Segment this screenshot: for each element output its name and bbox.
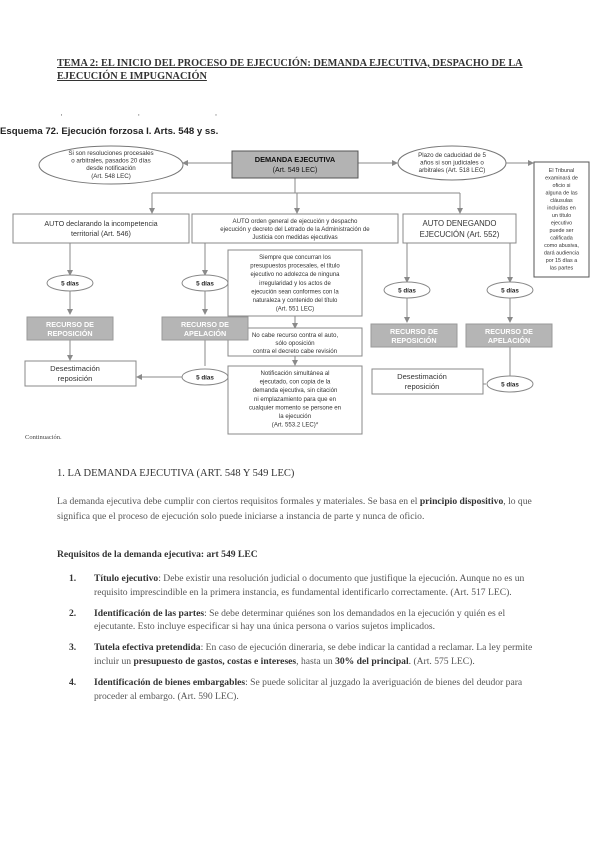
note-text: por 15 días a xyxy=(545,258,578,264)
notificacion-box xyxy=(228,366,362,434)
box-text: irregularidad y los actos de xyxy=(259,280,331,287)
note-text: El Tribunal xyxy=(548,168,575,174)
box-text: (Art. 551 LEC) xyxy=(275,306,315,313)
box-text: contra el decreto cabe revisión xyxy=(252,348,338,355)
list-item xyxy=(57,676,539,704)
box-text: reposición xyxy=(57,374,93,383)
note-text: las partes xyxy=(549,265,574,272)
auto-denegando-box xyxy=(403,214,516,243)
plazo-5-dias-oval xyxy=(47,275,93,291)
box-text: RECURSO DE xyxy=(46,320,94,329)
box-text: AUTO declarando la incompetencia xyxy=(44,219,158,228)
item-bold: Identificación de bienes embargables xyxy=(94,676,246,688)
plazo-5-dias-oval xyxy=(487,376,533,392)
plazo-caducidad-oval xyxy=(398,146,506,180)
item-bold-2: presupuesto de gastos, costas e intereses xyxy=(133,655,297,667)
box-text: territorial (Art. 546) xyxy=(71,229,131,238)
box-text: ejecución y decreto del Letrado de la Administración de xyxy=(220,226,370,233)
requisitos-heading: Requisitos de la demanda ejecutiva: art 549 LEC xyxy=(57,549,258,560)
list-item xyxy=(57,607,539,635)
plazo-resoluciones-oval xyxy=(39,146,183,184)
note-text: un título xyxy=(551,213,572,219)
note-text: puede ser xyxy=(549,228,574,234)
requisitos-list xyxy=(57,572,539,703)
continuation-note: Continuación. xyxy=(25,434,62,441)
box-text: sólo oposición xyxy=(275,340,315,347)
tribunal-note-box xyxy=(534,162,589,277)
box-text: reposición xyxy=(404,382,440,391)
oval-label: 5 días xyxy=(398,287,416,295)
box-text: RECURSO DE xyxy=(485,327,533,336)
oval-label: 5 días xyxy=(196,374,214,382)
stray-marks: · · · xyxy=(60,110,254,120)
box-text: APELACIÓN xyxy=(183,329,227,338)
intro-text-1: La demanda ejecutiva debe cumplir con ciertos requisitos formales y materiales. Se basa en el xyxy=(57,496,420,507)
oval-text: años si son judiciales o xyxy=(420,159,484,167)
plazo-5-dias-oval xyxy=(384,282,430,298)
box-text: AUTO DENEGANDO xyxy=(422,219,497,228)
item-number: 1. xyxy=(69,573,77,584)
box-text: cualquier momento se persone en xyxy=(248,404,342,412)
section-heading: 1. LA DEMANDA EJECUTIVA (ART. 548 Y 549 LEC) xyxy=(57,468,295,479)
oval-text: arbitrales (Art. 518 LEC) xyxy=(418,167,486,175)
item-number: 2. xyxy=(69,607,77,619)
box-text: No cabe recurso contra el auto, xyxy=(251,332,339,339)
box-text: APELACIÓN xyxy=(487,336,531,345)
box-text: ejecutado, con copia de la xyxy=(259,378,331,386)
item-number: 3. xyxy=(69,642,77,654)
item-bold-3: 30% del principal xyxy=(335,655,409,667)
note-text: incluidas en xyxy=(547,205,576,212)
box-text: Justicia con medidas ejecutivas xyxy=(252,234,338,241)
box-text: naturaleza y contenido del título xyxy=(252,298,338,304)
box-text: AUTO orden general de ejecución y despacho xyxy=(232,218,358,225)
oval-text: o arbitrales, pasados 20 días xyxy=(71,157,151,165)
oval-label: 5 días xyxy=(501,381,519,389)
recurso-apelacion-box xyxy=(466,324,552,347)
note-text: cláusulas xyxy=(550,198,573,204)
demanda-ejecutiva-box xyxy=(232,151,358,178)
list-item xyxy=(57,572,539,600)
item-number: 4. xyxy=(69,676,77,688)
list-item xyxy=(57,641,539,669)
box-text: REPOSICIÓN xyxy=(391,336,437,345)
box-text: EJECUCIÓN (Art. 552) xyxy=(419,230,500,239)
box-text: ejecutivo no adolezca de ninguna xyxy=(250,272,340,279)
box-text: Siempre que concurran los xyxy=(259,255,331,261)
scheme-heading: Esquema 72. Ejecución forzosa I. Arts. 548 y ss. xyxy=(0,126,219,137)
item-text: : En caso de ejecución dineraria, se debe indicar la cantidad a reclamar. La ley permite incluir un xyxy=(94,642,533,667)
box-text: RECURSO DE xyxy=(390,327,438,336)
demanda-art: (Art. 549 LEC) xyxy=(272,167,318,174)
box-text: RECURSO DE xyxy=(181,320,229,329)
recurso-reposicion-box xyxy=(27,317,113,340)
oval-text: (Art. 548 LEC) xyxy=(91,172,131,180)
desestimacion-box xyxy=(25,361,136,386)
plazo-5-dias-oval xyxy=(182,275,228,291)
recurso-reposicion-box xyxy=(371,324,457,347)
item-bold: Título ejecutivo xyxy=(94,573,159,584)
box-text: la ejecución xyxy=(278,413,312,420)
oval-text: desde notificación xyxy=(86,165,136,173)
oval-text: Plazo de caducidad de 5 xyxy=(418,152,486,159)
box-text: presupuestos procesales, el título xyxy=(250,263,340,270)
box-text: Desestimación xyxy=(397,372,447,381)
item-text-2: , hasta un xyxy=(296,655,336,667)
note-text: dará audiencia xyxy=(543,250,580,257)
box-text: Desestimación xyxy=(50,364,100,373)
box-text: Notificación simultánea al xyxy=(260,370,330,377)
document-title: TEMA 2: EL INICIO DEL PROCESO DE EJECUCIÓN: DEMANDA EJECUTIVA, DESPACHO DE LA EJECUCIÓN E IMPUGNACIÓN xyxy=(57,58,523,82)
note-text: oficio si xyxy=(552,183,571,189)
oval-label: 5 días xyxy=(61,280,79,288)
item-bold: Tutela efectiva pretendida xyxy=(94,642,201,654)
presupuestos-box xyxy=(228,250,362,316)
oval-text: Si son resoluciones procesales xyxy=(68,150,154,157)
box-text: demanda ejecutiva, sin citación xyxy=(252,387,338,395)
recurso-apelacion-box xyxy=(162,317,248,340)
plazo-5-dias-oval xyxy=(487,282,533,298)
auto-incompetencia-box xyxy=(13,214,189,243)
box-text: ejecución sean conformes con la xyxy=(251,289,339,296)
box-text: (Art. 553.2 LEC)* xyxy=(271,421,319,429)
oval-label: 5 días xyxy=(196,280,214,288)
intro-bold: principio dispositivo xyxy=(419,496,504,507)
note-text: alguna de las xyxy=(545,190,578,197)
desestimacion-box xyxy=(372,369,483,394)
item-text: : Se debe determinar quiénes son los demandados en la ejecución y quién es el ejecutante. Esto incluye especificar si hay una única persona o varios sujetos implicados. xyxy=(94,607,506,633)
box-text: ni emplazamiento para que en xyxy=(254,395,336,403)
note-text: examinará de xyxy=(545,175,578,182)
item-text-3: . (Art. 575 LEC). xyxy=(408,655,475,667)
oval-label: 5 días xyxy=(501,287,519,295)
plazo-5-dias-oval xyxy=(182,369,228,385)
box-text: REPOSICIÓN xyxy=(47,329,93,338)
note-text: como abusiva, xyxy=(544,243,579,249)
item-text: : Se puede solicitar al juzgado la averiguación de bienes del deudor para proceder al embargo. (Art. 590 LEC). xyxy=(94,676,523,702)
intro-text-2: , lo que significa que el proceso de ejecución solo puede iniciarse a instancia de parte y nunca de oficio. xyxy=(57,496,532,522)
item-text: : Debe existir una resolución judicial o documento que justifique la ejecución. Aunque no es un requisito imprescindible en la primera instancia, es fundamental identificarlo correctamente. (Art. 517 LEC). xyxy=(94,573,525,598)
note-text: ejecutivo xyxy=(550,220,573,227)
demanda-title: DEMANDA EJECUTIVA xyxy=(254,155,336,164)
auto-orden-general-box xyxy=(192,214,398,243)
intro-paragraph xyxy=(57,495,547,524)
note-text: calificada xyxy=(550,235,573,242)
item-bold: Identificación de las partes xyxy=(94,607,205,619)
execution-scheme-diagram xyxy=(0,138,599,438)
